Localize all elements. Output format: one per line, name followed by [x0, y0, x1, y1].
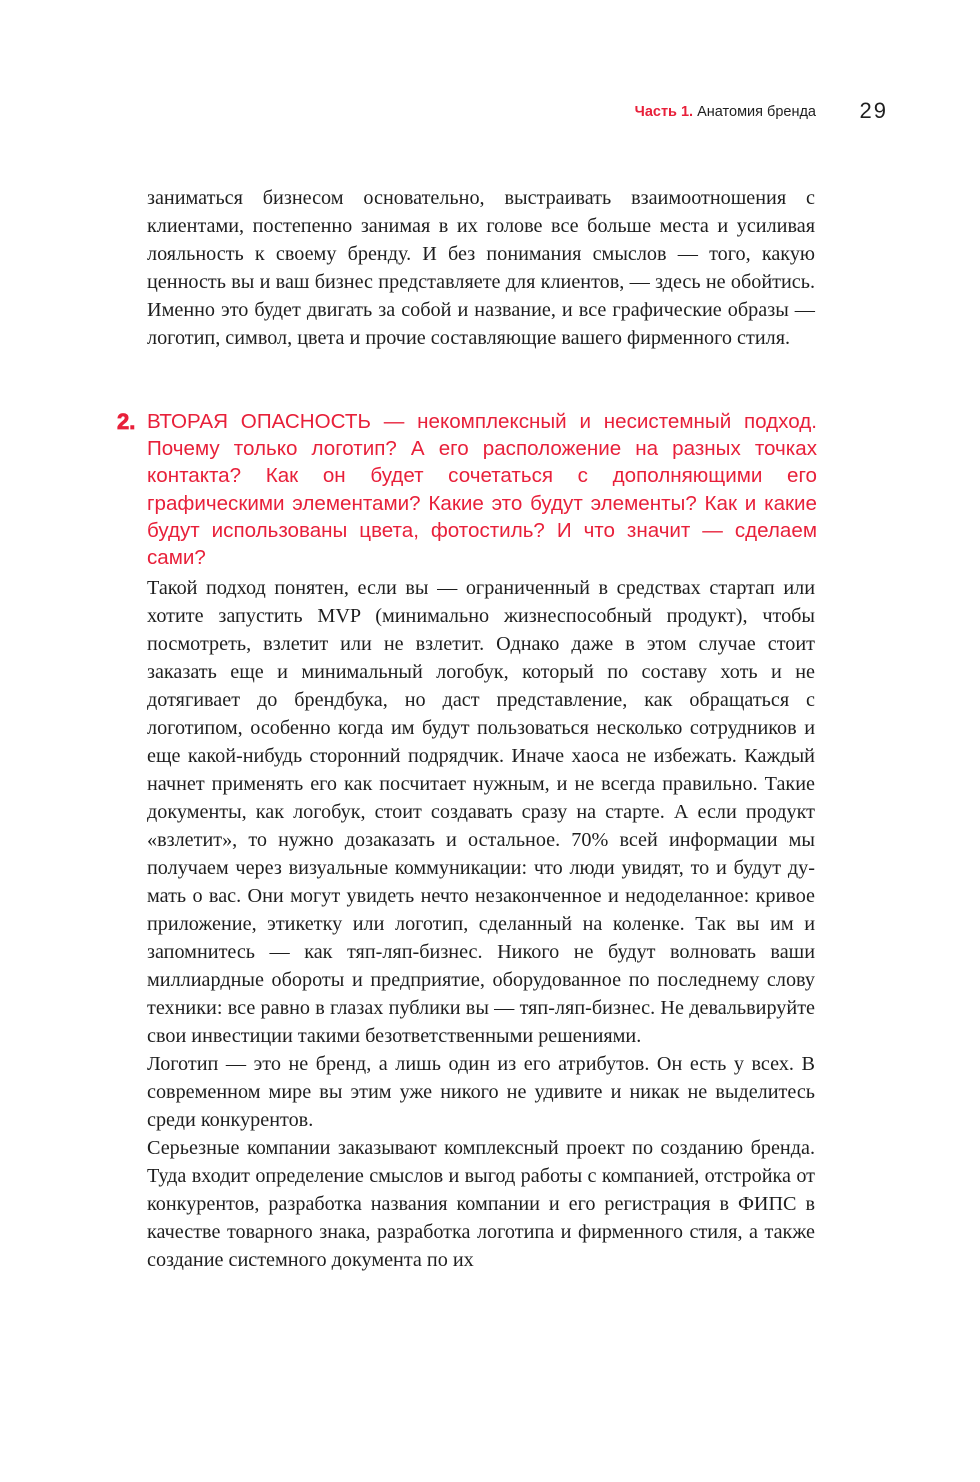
- callout-number: 2.: [117, 409, 136, 434]
- page-number: 29: [859, 98, 888, 123]
- part-label: Часть 1.: [634, 104, 694, 120]
- section-title: Анатомия бренда: [697, 104, 816, 120]
- intro-paragraph-block: [147, 184, 815, 352]
- paragraph: Серьезные компании заказывают комплексный проект по созданию бренда. Туда входит определение смыслов и выгод работы с компанией, отстройка от конкурентов, разработка названия компании и его регистрация в ФИПС в качестве товарного знака, разработка логотипа и фирменного стиля, а также создание системного документа по их: [147, 1137, 815, 1271]
- intro-paragraph: заниматься бизнесом основательно, выстраивать взаимоотношения с клиентами, постепенно занимая в их голове все больше места и усиливая лояльность к своему бренду. И без понимания смыслов — того, какую ценность вы и ваш бизнес представляете для клиентов, — здесь не обойтись. Именно это будет двигать за собой и название, и все графические образы — логотип, символ, цвета и прочие составляющие вашего фирменного стиля.: [147, 187, 815, 349]
- section-heading: [635, 104, 816, 120]
- callout-text: ВТОРАЯ ОПАСНОСТЬ — некомплексный и несистемный подход. Почему только логотип? А его расположение на разных точках контакта? Как он будет сочетаться с дополняющими его графическими элементами? Какие это будут элементы? Как и какие будут использованы цвета, фотостиль? И что значит — сделаем сами?: [147, 410, 817, 570]
- paragraph: Логотип — это не бренд, а лишь один из его атрибутов. Он есть у всех. В современном мире вы этим уже никого не удивите и никак не выделитесь среди конкурентов.: [147, 1053, 815, 1131]
- main-text-block: [147, 574, 815, 1274]
- danger-callout: [117, 408, 817, 571]
- paragraph: Такой подход понятен, если вы — ограниченный в средствах стартап или хотите запустить MVP (минимально жизнеспособный продукт), чтобы посмотреть, взлетит или не взлетит. Однако даже в этом случае стоит заказать еще и минимальный логобук, который по составу хоть и не дотягивает до брендбука, но даст представление, как обращаться с логотипом, особенно когда им будут пользоваться несколько сотрудников и еще какой-нибудь сторонний подрядчик. Иначе хаоса не избежать. Каждый начнет применять его как посчитает нужным, и не всегда правильно. Такие документы, как логобук, стоит создавать сразу на старте. А если продукт «взлетит», то нужно дозаказать и остальное. 70% всей информации мы получаем через визуальные коммуникации: что люди увидят, то и будут думать о вас. Они могут увидеть нечто незаконченное и недоделанное: кривое приложение, этикетку или логотип, сделанный на коленке. Так вы им и запомнитесь — как тяп-ляп-бизнес. Никого не будут волновать ваши миллиардные обороты и предприятие, оборудованное по последнему слову техники: все равно в глазах публики вы — тяп-ляп-бизнес. Не девальвируйте свои инвестиции такими безответственными решениями.: [147, 577, 815, 1047]
- running-head: [0, 98, 980, 128]
